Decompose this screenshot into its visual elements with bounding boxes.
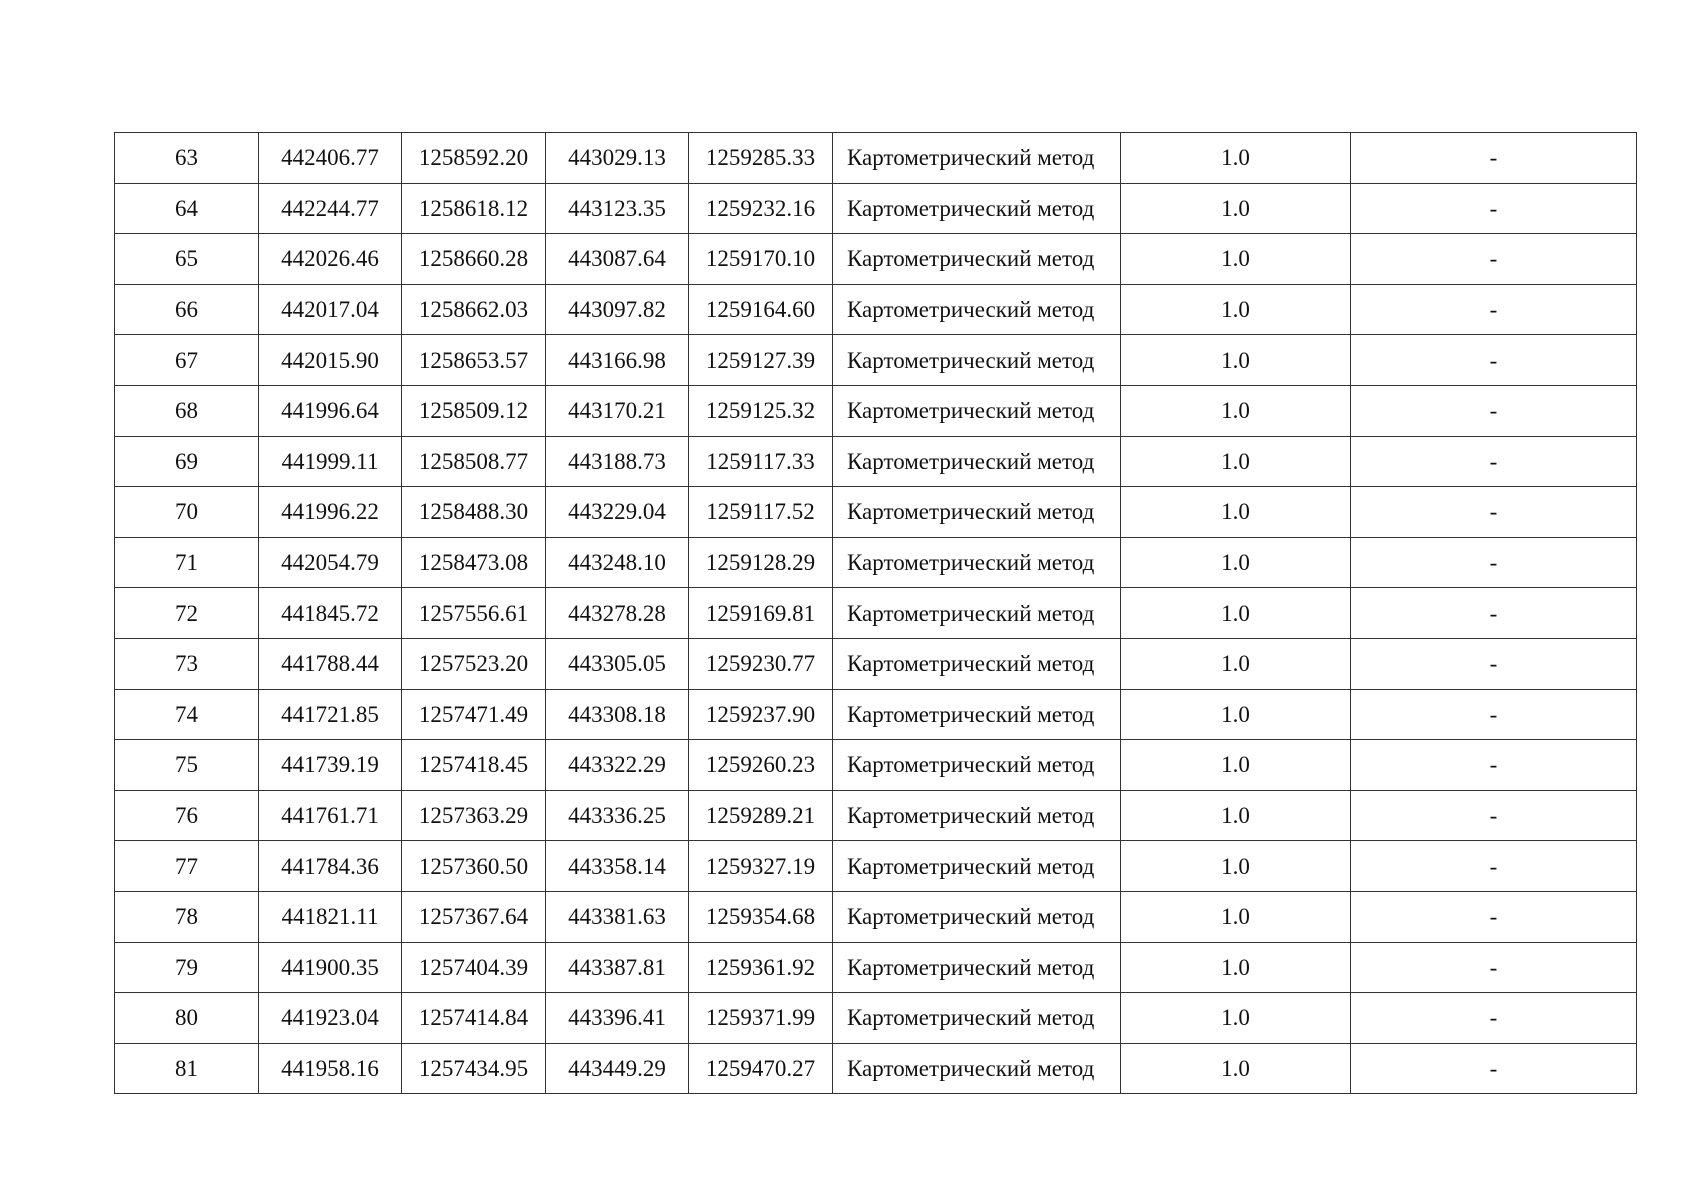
x-old-cell: 441761.71 <box>259 790 402 841</box>
table-row <box>115 942 1637 993</box>
y-new-cell: 1259230.77 <box>689 638 833 689</box>
y-old-cell: 1257363.29 <box>402 790 546 841</box>
table-row <box>115 436 1637 487</box>
table-row <box>115 1043 1637 1094</box>
description-cell: - <box>1351 234 1637 285</box>
y-new-cell: 1259232.16 <box>689 183 833 234</box>
description-cell: - <box>1351 1043 1637 1094</box>
accuracy-cell: 1.0 <box>1121 335 1351 386</box>
description-cell: - <box>1351 133 1637 184</box>
accuracy-cell: 1.0 <box>1121 385 1351 436</box>
x-old-cell: 442244.77 <box>259 183 402 234</box>
x-new-cell: 443248.10 <box>546 537 689 588</box>
y-old-cell: 1258618.12 <box>402 183 546 234</box>
x-old-cell: 441900.35 <box>259 942 402 993</box>
y-new-cell: 1259170.10 <box>689 234 833 285</box>
method-cell: Картометрический метод <box>833 183 1121 234</box>
x-new-cell: 443278.28 <box>546 588 689 639</box>
y-old-cell: 1257471.49 <box>402 689 546 740</box>
method-cell: Картометрический метод <box>833 689 1121 740</box>
y-old-cell: 1258508.77 <box>402 436 546 487</box>
y-old-cell: 1257360.50 <box>402 841 546 892</box>
accuracy-cell: 1.0 <box>1121 1043 1351 1094</box>
x-new-cell: 443387.81 <box>546 942 689 993</box>
accuracy-cell: 1.0 <box>1121 183 1351 234</box>
method-cell: Картометрический метод <box>833 133 1121 184</box>
table-row <box>115 790 1637 841</box>
y-new-cell: 1259127.39 <box>689 335 833 386</box>
description-cell: - <box>1351 942 1637 993</box>
accuracy-cell: 1.0 <box>1121 993 1351 1044</box>
method-cell: Картометрический метод <box>833 942 1121 993</box>
method-cell: Картометрический метод <box>833 487 1121 538</box>
x-new-cell: 443449.29 <box>546 1043 689 1094</box>
point-number-cell: 73 <box>115 638 259 689</box>
y-new-cell: 1259285.33 <box>689 133 833 184</box>
method-cell: Картометрический метод <box>833 891 1121 942</box>
method-cell: Картометрический метод <box>833 385 1121 436</box>
description-cell: - <box>1351 689 1637 740</box>
y-new-cell: 1259371.99 <box>689 993 833 1044</box>
table-row <box>115 638 1637 689</box>
y-old-cell: 1257418.45 <box>402 740 546 791</box>
x-old-cell: 442054.79 <box>259 537 402 588</box>
point-number-cell: 69 <box>115 436 259 487</box>
description-cell: - <box>1351 740 1637 791</box>
x-old-cell: 441958.16 <box>259 1043 402 1094</box>
method-cell: Картометрический метод <box>833 537 1121 588</box>
table-row <box>115 891 1637 942</box>
table-row <box>115 335 1637 386</box>
description-cell: - <box>1351 841 1637 892</box>
x-old-cell: 441821.11 <box>259 891 402 942</box>
point-number-cell: 80 <box>115 993 259 1044</box>
method-cell: Картометрический метод <box>833 841 1121 892</box>
y-new-cell: 1259470.27 <box>689 1043 833 1094</box>
x-new-cell: 443123.35 <box>546 183 689 234</box>
y-new-cell: 1259117.33 <box>689 436 833 487</box>
y-old-cell: 1257404.39 <box>402 942 546 993</box>
method-cell: Картометрический метод <box>833 284 1121 335</box>
point-number-cell: 76 <box>115 790 259 841</box>
method-cell: Картометрический метод <box>833 436 1121 487</box>
description-cell: - <box>1351 993 1637 1044</box>
x-old-cell: 442026.46 <box>259 234 402 285</box>
accuracy-cell: 1.0 <box>1121 638 1351 689</box>
description-cell: - <box>1351 891 1637 942</box>
point-number-cell: 65 <box>115 234 259 285</box>
description-cell: - <box>1351 537 1637 588</box>
table-row <box>115 284 1637 335</box>
description-cell: - <box>1351 436 1637 487</box>
point-number-cell: 72 <box>115 588 259 639</box>
y-old-cell: 1257434.95 <box>402 1043 546 1094</box>
description-cell: - <box>1351 284 1637 335</box>
method-cell: Картометрический метод <box>833 638 1121 689</box>
coordinates-table <box>114 132 1637 1094</box>
x-new-cell: 443166.98 <box>546 335 689 386</box>
x-new-cell: 443087.64 <box>546 234 689 285</box>
description-cell: - <box>1351 638 1637 689</box>
y-new-cell: 1259361.92 <box>689 942 833 993</box>
description-cell: - <box>1351 385 1637 436</box>
method-cell: Картометрический метод <box>833 790 1121 841</box>
point-number-cell: 78 <box>115 891 259 942</box>
table-row <box>115 234 1637 285</box>
y-old-cell: 1258662.03 <box>402 284 546 335</box>
accuracy-cell: 1.0 <box>1121 234 1351 285</box>
description-cell: - <box>1351 487 1637 538</box>
method-cell: Картометрический метод <box>833 993 1121 1044</box>
table-row <box>115 385 1637 436</box>
y-new-cell: 1259237.90 <box>689 689 833 740</box>
point-number-cell: 64 <box>115 183 259 234</box>
x-new-cell: 443396.41 <box>546 993 689 1044</box>
y-new-cell: 1259260.23 <box>689 740 833 791</box>
table-row <box>115 487 1637 538</box>
x-new-cell: 443336.25 <box>546 790 689 841</box>
x-new-cell: 443029.13 <box>546 133 689 184</box>
y-old-cell: 1257414.84 <box>402 993 546 1044</box>
accuracy-cell: 1.0 <box>1121 841 1351 892</box>
y-new-cell: 1259117.52 <box>689 487 833 538</box>
table-row <box>115 537 1637 588</box>
point-number-cell: 63 <box>115 133 259 184</box>
method-cell: Картометрический метод <box>833 335 1121 386</box>
x-new-cell: 443097.82 <box>546 284 689 335</box>
y-old-cell: 1257367.64 <box>402 891 546 942</box>
table-row <box>115 841 1637 892</box>
accuracy-cell: 1.0 <box>1121 942 1351 993</box>
y-old-cell: 1258509.12 <box>402 385 546 436</box>
x-new-cell: 443381.63 <box>546 891 689 942</box>
y-old-cell: 1257523.20 <box>402 638 546 689</box>
y-old-cell: 1257556.61 <box>402 588 546 639</box>
point-number-cell: 67 <box>115 335 259 386</box>
y-old-cell: 1258592.20 <box>402 133 546 184</box>
x-old-cell: 441999.11 <box>259 436 402 487</box>
accuracy-cell: 1.0 <box>1121 133 1351 184</box>
y-new-cell: 1259128.29 <box>689 537 833 588</box>
description-cell: - <box>1351 790 1637 841</box>
x-new-cell: 443188.73 <box>546 436 689 487</box>
x-new-cell: 443170.21 <box>546 385 689 436</box>
x-new-cell: 443308.18 <box>546 689 689 740</box>
y-old-cell: 1258473.08 <box>402 537 546 588</box>
x-old-cell: 441923.04 <box>259 993 402 1044</box>
description-cell: - <box>1351 588 1637 639</box>
x-new-cell: 443358.14 <box>546 841 689 892</box>
x-old-cell: 441788.44 <box>259 638 402 689</box>
description-cell: - <box>1351 335 1637 386</box>
accuracy-cell: 1.0 <box>1121 689 1351 740</box>
y-new-cell: 1259125.32 <box>689 385 833 436</box>
point-number-cell: 71 <box>115 537 259 588</box>
x-old-cell: 441721.85 <box>259 689 402 740</box>
description-cell: - <box>1351 183 1637 234</box>
x-new-cell: 443229.04 <box>546 487 689 538</box>
accuracy-cell: 1.0 <box>1121 436 1351 487</box>
method-cell: Картометрический метод <box>833 1043 1121 1094</box>
y-old-cell: 1258660.28 <box>402 234 546 285</box>
y-old-cell: 1258488.30 <box>402 487 546 538</box>
x-old-cell: 442017.04 <box>259 284 402 335</box>
accuracy-cell: 1.0 <box>1121 284 1351 335</box>
point-number-cell: 66 <box>115 284 259 335</box>
point-number-cell: 79 <box>115 942 259 993</box>
accuracy-cell: 1.0 <box>1121 891 1351 942</box>
table-body <box>115 133 1637 1094</box>
x-old-cell: 442015.90 <box>259 335 402 386</box>
x-new-cell: 443305.05 <box>546 638 689 689</box>
y-new-cell: 1259354.68 <box>689 891 833 942</box>
y-new-cell: 1259289.21 <box>689 790 833 841</box>
table-row <box>115 133 1637 184</box>
point-number-cell: 68 <box>115 385 259 436</box>
table-row <box>115 183 1637 234</box>
x-old-cell: 441996.22 <box>259 487 402 538</box>
point-number-cell: 70 <box>115 487 259 538</box>
x-old-cell: 441784.36 <box>259 841 402 892</box>
method-cell: Картометрический метод <box>833 740 1121 791</box>
table-row <box>115 993 1637 1044</box>
x-old-cell: 442406.77 <box>259 133 402 184</box>
point-number-cell: 75 <box>115 740 259 791</box>
accuracy-cell: 1.0 <box>1121 487 1351 538</box>
method-cell: Картометрический метод <box>833 588 1121 639</box>
method-cell: Картометрический метод <box>833 234 1121 285</box>
x-old-cell: 441845.72 <box>259 588 402 639</box>
x-new-cell: 443322.29 <box>546 740 689 791</box>
accuracy-cell: 1.0 <box>1121 537 1351 588</box>
table-row <box>115 689 1637 740</box>
accuracy-cell: 1.0 <box>1121 790 1351 841</box>
point-number-cell: 77 <box>115 841 259 892</box>
x-old-cell: 441996.64 <box>259 385 402 436</box>
y-old-cell: 1258653.57 <box>402 335 546 386</box>
table-row <box>115 740 1637 791</box>
x-old-cell: 441739.19 <box>259 740 402 791</box>
accuracy-cell: 1.0 <box>1121 740 1351 791</box>
y-new-cell: 1259164.60 <box>689 284 833 335</box>
table-row <box>115 588 1637 639</box>
point-number-cell: 74 <box>115 689 259 740</box>
y-new-cell: 1259169.81 <box>689 588 833 639</box>
point-number-cell: 81 <box>115 1043 259 1094</box>
y-new-cell: 1259327.19 <box>689 841 833 892</box>
accuracy-cell: 1.0 <box>1121 588 1351 639</box>
